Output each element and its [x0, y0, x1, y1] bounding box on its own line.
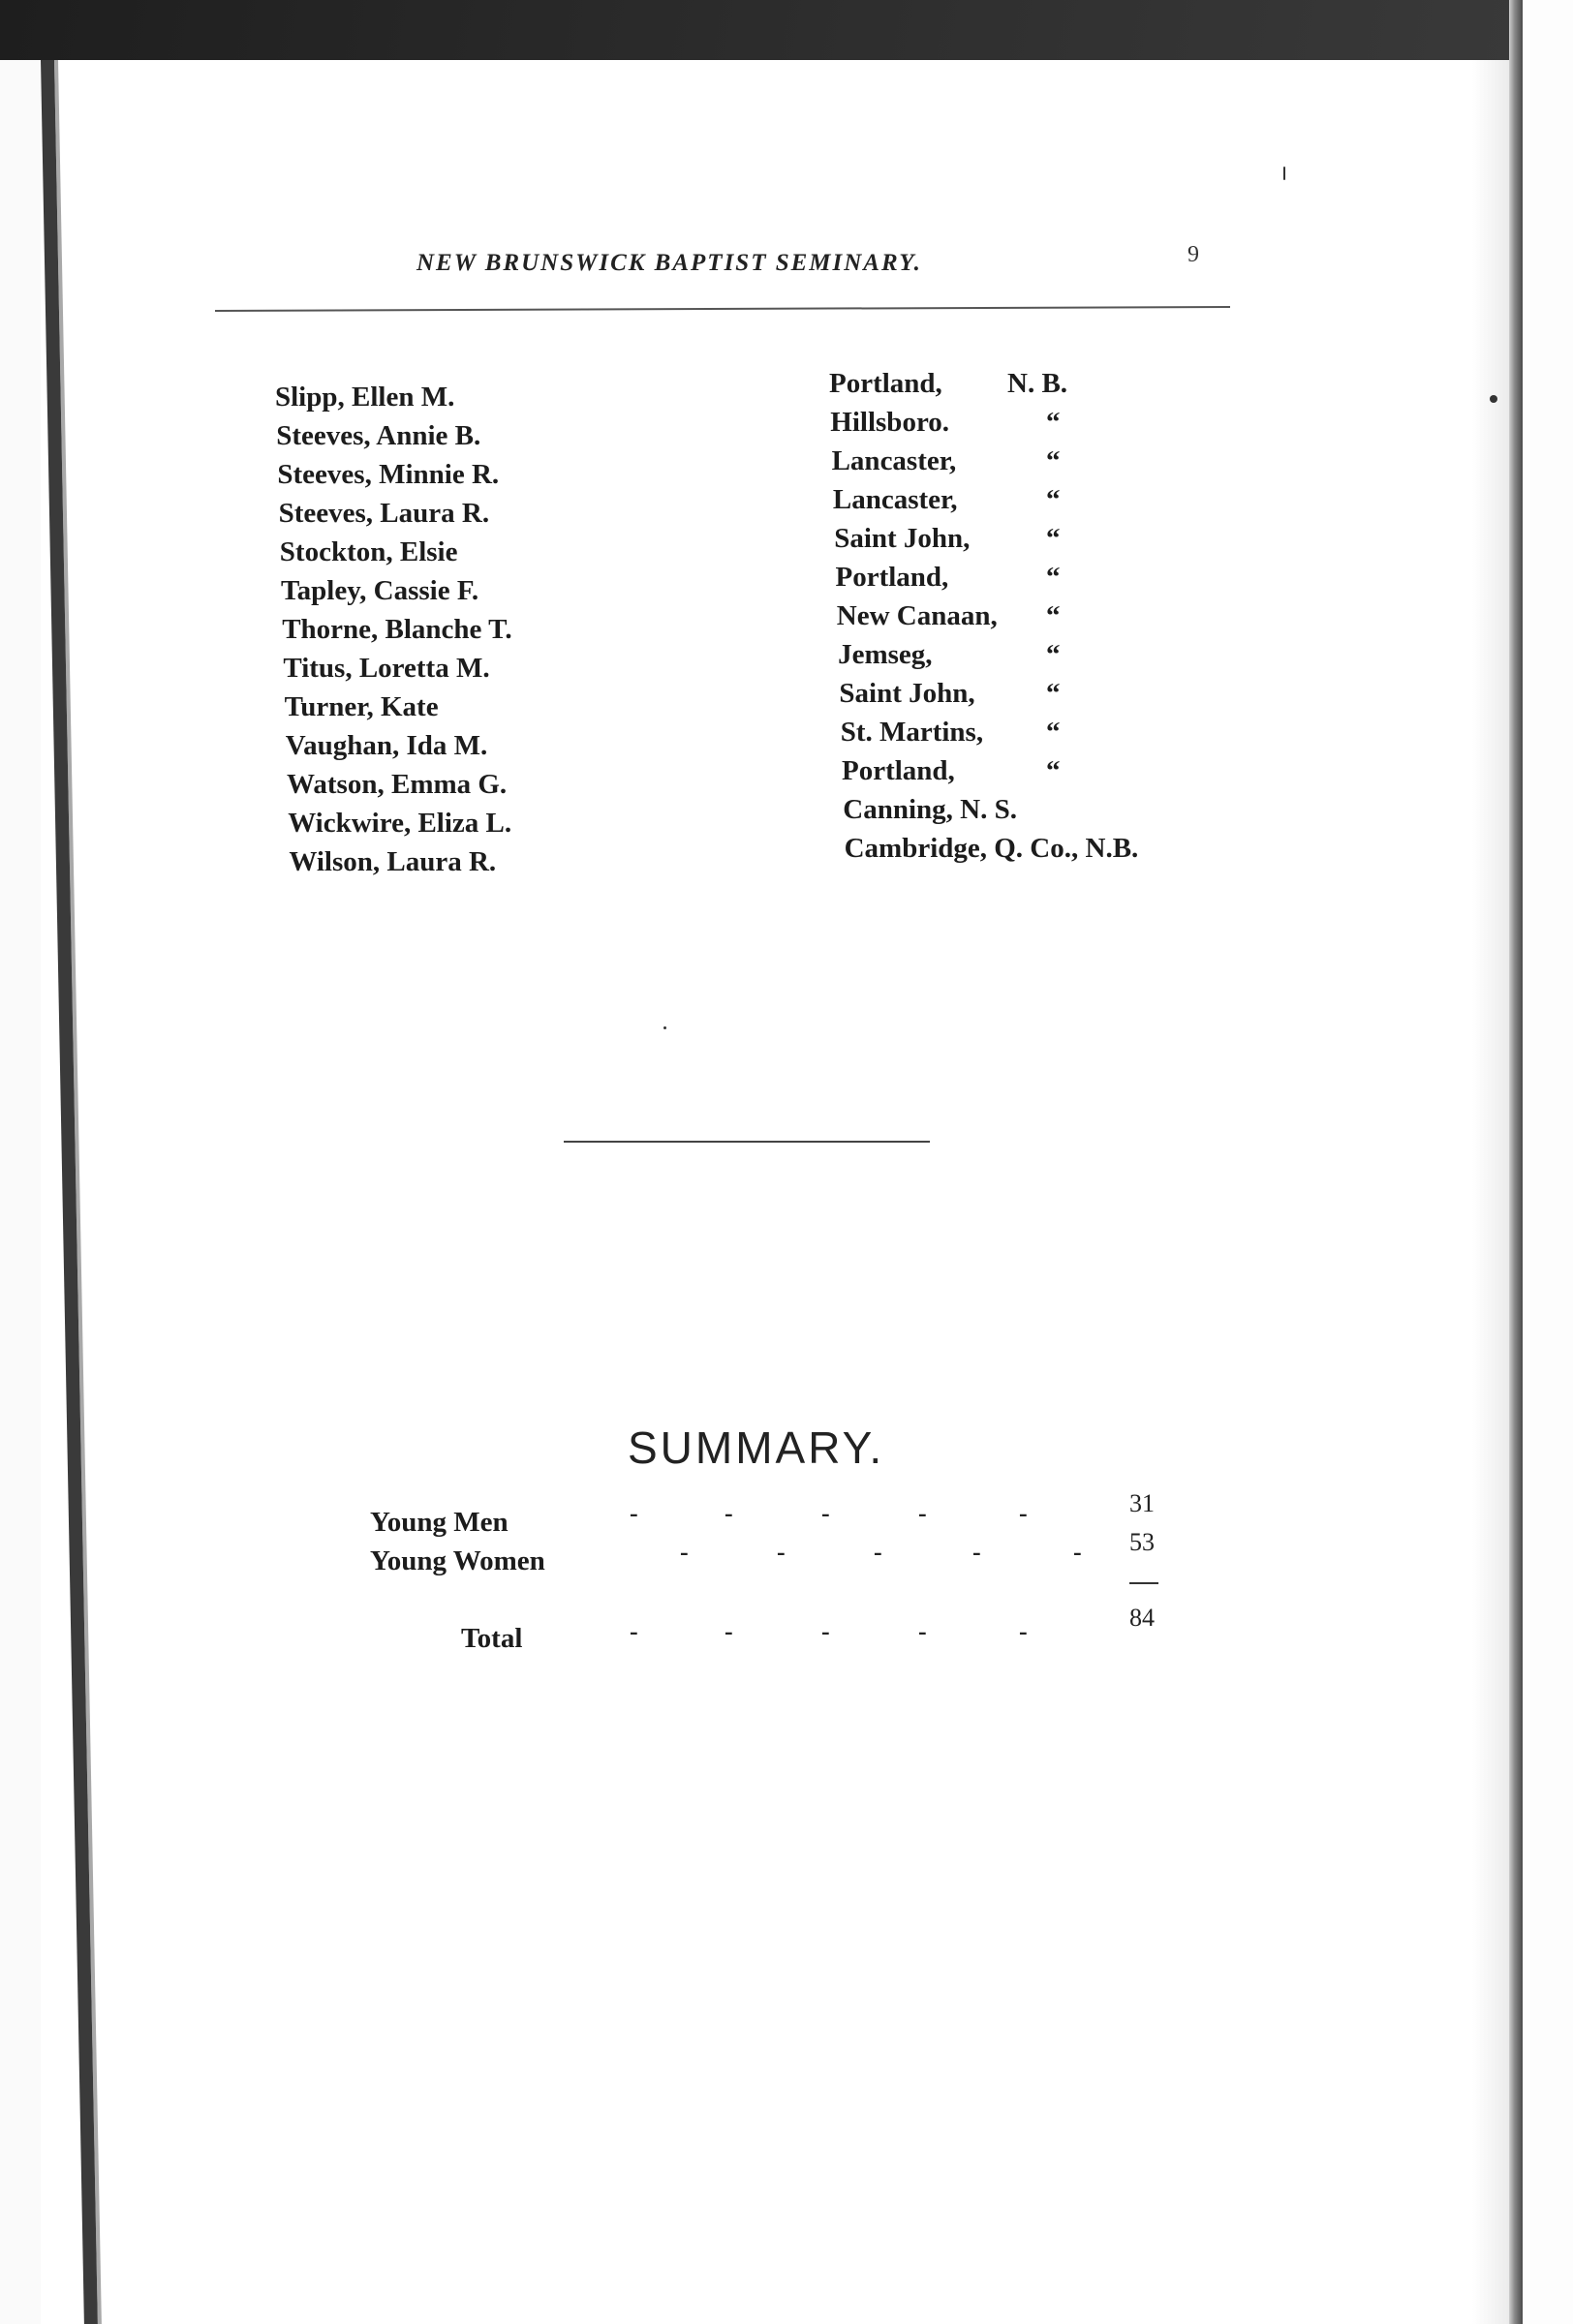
- leader-dash: -: [680, 1538, 689, 1566]
- student-province: “: [1046, 678, 1061, 709]
- student-name: Watson, Emma G.: [287, 769, 508, 800]
- leader-dash: -: [1019, 1617, 1028, 1645]
- leader-dash: -: [972, 1538, 981, 1566]
- leader-dash: -: [725, 1499, 733, 1527]
- summary-value-young-men: 31: [1129, 1489, 1155, 1517]
- student-province: “: [1046, 600, 1061, 631]
- student-province: “: [1046, 639, 1061, 670]
- student-hometown: Lancaster,: [832, 484, 958, 515]
- student-name: Wickwire, Eliza L.: [288, 808, 512, 839]
- student-name: Tapley, Cassie F.: [281, 575, 479, 606]
- page-number: 9: [1187, 242, 1199, 267]
- student-name: Steeves, Minnie R.: [277, 459, 500, 490]
- scan-speck: [1283, 167, 1285, 180]
- student-hometown: Hillsboro.: [830, 407, 950, 438]
- summary-title: SUMMARY.: [628, 1422, 885, 1473]
- leader-dash: -: [630, 1499, 638, 1527]
- student-hometown: Lancaster,: [831, 445, 957, 476]
- student-hometown: Cambridge, Q. Co., N.B.: [844, 833, 1139, 864]
- student-hometown: St. Martins,: [840, 717, 984, 748]
- student-province: “: [1046, 562, 1061, 593]
- total-rule: [1129, 1582, 1158, 1584]
- student-name: Wilson, Laura R.: [289, 846, 497, 877]
- student-hometown: Portland,: [835, 562, 949, 593]
- running-head: NEW BRUNSWICK BAPTIST SEMINARY.: [416, 250, 922, 276]
- student-province: “: [1046, 407, 1061, 438]
- student-roster: [0, 0, 1573, 877]
- student-hometown: New Canaan,: [836, 600, 998, 631]
- student-province: “: [1046, 445, 1061, 476]
- student-province: “: [1046, 755, 1061, 786]
- student-name: Titus, Loretta M.: [283, 653, 490, 684]
- summary-value-young-women: 53: [1129, 1528, 1155, 1556]
- student-name: Steeves, Laura R.: [278, 498, 490, 529]
- leader-dash: -: [630, 1617, 638, 1645]
- leader-dash: -: [821, 1499, 830, 1527]
- student-name: Turner, Kate: [284, 691, 439, 722]
- student-name: Thorne, Blanche T.: [282, 614, 512, 645]
- student-hometown: Saint John,: [839, 678, 975, 709]
- student-name: Slipp, Ellen M.: [275, 382, 455, 413]
- summary-label-total: Total: [461, 1623, 523, 1654]
- leader-dash: -: [777, 1538, 786, 1566]
- student-province: “: [1046, 523, 1061, 554]
- leader-dash: -: [1073, 1538, 1082, 1566]
- student-name: Vaughan, Ida M.: [285, 730, 488, 761]
- leader-dash: -: [874, 1538, 882, 1566]
- leader-dash: -: [918, 1499, 927, 1527]
- leader-dash: -: [821, 1617, 830, 1645]
- scan-speck: [663, 1026, 666, 1029]
- summary-label-young-men: Young Men: [370, 1507, 509, 1538]
- student-hometown: Saint John,: [834, 523, 971, 554]
- summary-label-young-women: Young Women: [370, 1545, 545, 1576]
- student-province: “: [1046, 717, 1061, 748]
- student-hometown: Canning, N. S.: [843, 794, 1018, 825]
- student-province: “: [1046, 484, 1061, 515]
- student-name: Steeves, Annie B.: [276, 420, 481, 451]
- student-province: N. B.: [1007, 368, 1068, 399]
- scan-speck: [1490, 395, 1497, 403]
- student-hometown: Jemseg,: [838, 639, 933, 670]
- leader-dash: -: [918, 1617, 927, 1645]
- student-hometown: Portland,: [842, 755, 955, 786]
- leader-dash: -: [725, 1617, 733, 1645]
- section-divider-rule: [564, 1141, 930, 1143]
- student-hometown: Portland,: [829, 368, 942, 399]
- summary-value-total: 84: [1129, 1604, 1155, 1632]
- leader-dash: -: [1019, 1499, 1028, 1527]
- student-name: Stockton, Elsie: [279, 536, 458, 567]
